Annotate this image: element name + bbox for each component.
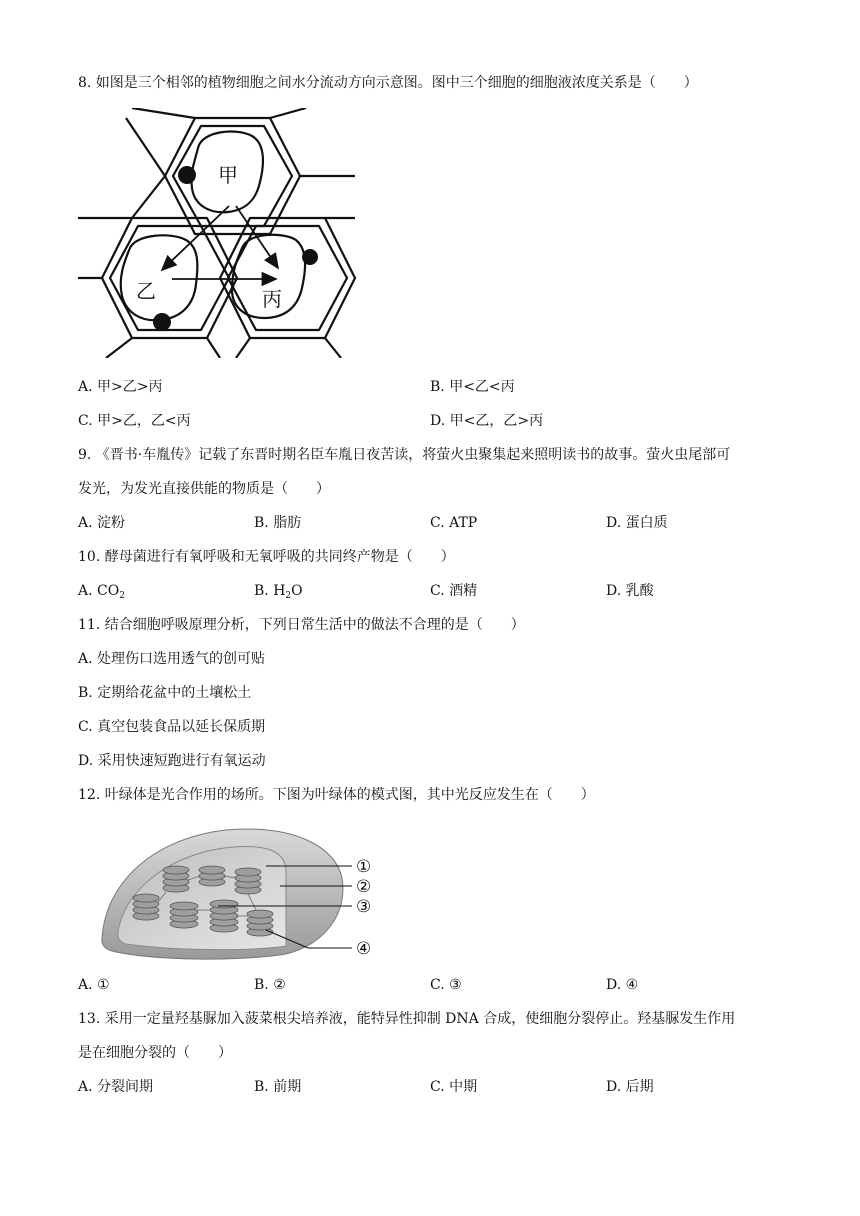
- q11-option-c[interactable]: C. 真空包装食品以延长保质期: [78, 719, 266, 735]
- q8-option-c[interactable]: C. 甲>乙，乙<丙: [78, 413, 191, 429]
- q8-option-b[interactable]: B. 甲<乙<丙: [430, 379, 515, 395]
- q13-option-c[interactable]: C. 中期: [430, 1079, 478, 1095]
- q11-stem: 11. 结合细胞呼吸原理分析，下列日常生活中的做法不合理的是（ ）: [78, 617, 525, 633]
- q8-stem: 8. 如图是三个相邻的植物细胞之间水分流动方向示意图。图中三个细胞的细胞液浓度关系是（ ）: [78, 75, 698, 91]
- q13-option-d[interactable]: D. 后期: [606, 1079, 654, 1095]
- label-jia: 甲: [218, 163, 238, 187]
- q8-option-d[interactable]: D. 甲<乙，乙>丙: [430, 413, 544, 429]
- q12-option-d[interactable]: D. ④: [606, 977, 639, 993]
- q9-option-d[interactable]: D. 蛋白质: [606, 515, 668, 531]
- q13-stem-line1: 13. 采用一定量羟基脲加入菠菜根尖培养液，能特异性抑制 DNA 合成，使细胞分裂停止。羟基脲发生作用: [78, 1011, 736, 1027]
- q10-option-c[interactable]: C. 酒精: [430, 583, 478, 599]
- q12-option-b[interactable]: B. ②: [254, 977, 286, 993]
- q10-option-b-subscript: 2: [285, 591, 292, 601]
- q10-option-d[interactable]: D. 乳酸: [606, 583, 654, 599]
- label-1: ①: [356, 857, 372, 877]
- chloroplast-figure: [96, 820, 386, 962]
- label-yi: 乙: [136, 279, 156, 303]
- q10-option-a-subscript: 2: [119, 591, 125, 601]
- q13-option-a[interactable]: A. 分裂间期: [78, 1079, 154, 1095]
- q9-stem-line1: 9. 《晋书·车胤传》记载了东晋时期名臣车胤日夜苦读，将萤火虫聚集起来照明读书的故事。萤火虫尾部可: [78, 447, 731, 463]
- q10-option-a[interactable]: [78, 581, 125, 606]
- q9-option-b[interactable]: B. 脂肪: [254, 515, 302, 531]
- q9-option-a[interactable]: A. 淀粉: [78, 515, 126, 531]
- q12-option-a[interactable]: A. ①: [78, 977, 110, 993]
- q13-option-b[interactable]: B. 前期: [254, 1079, 302, 1095]
- q10-stem: 10. 酵母菌进行有氧呼吸和无氧呼吸的共同终产物是（ ）: [78, 549, 455, 565]
- q10-option-b[interactable]: [254, 581, 303, 606]
- q12-stem: 12. 叶绿体是光合作用的场所。下图为叶绿体的模式图，其中光反应发生在（ ）: [78, 787, 595, 803]
- q13-stem-line2: 是在细胞分裂的（ ）: [78, 1045, 232, 1061]
- q10-option-a-text: A. CO: [78, 583, 120, 599]
- q9-stem-line2: 发光，为发光直接供能的物质是（ ）: [78, 481, 330, 497]
- label-4: ④: [356, 939, 372, 959]
- label-3: ③: [356, 897, 372, 917]
- q10-option-b-text: B. H: [254, 583, 286, 599]
- q11-option-a[interactable]: A. 处理伤口选用透气的创可贴: [78, 651, 266, 667]
- plant-cells-figure: [76, 108, 360, 358]
- q9-option-c[interactable]: C. ATP: [430, 515, 478, 531]
- label-2: ②: [356, 877, 372, 897]
- label-bing: 丙: [262, 287, 282, 311]
- q10-option-b-suffix: O: [291, 583, 303, 599]
- q11-option-d[interactable]: D. 采用快速短跑进行有氧运动: [78, 753, 266, 769]
- q11-option-b[interactable]: B. 定期给花盆中的土壤松土: [78, 685, 252, 701]
- q8-option-a[interactable]: A. 甲>乙>丙: [78, 379, 163, 395]
- q12-option-c[interactable]: C. ③: [430, 977, 462, 993]
